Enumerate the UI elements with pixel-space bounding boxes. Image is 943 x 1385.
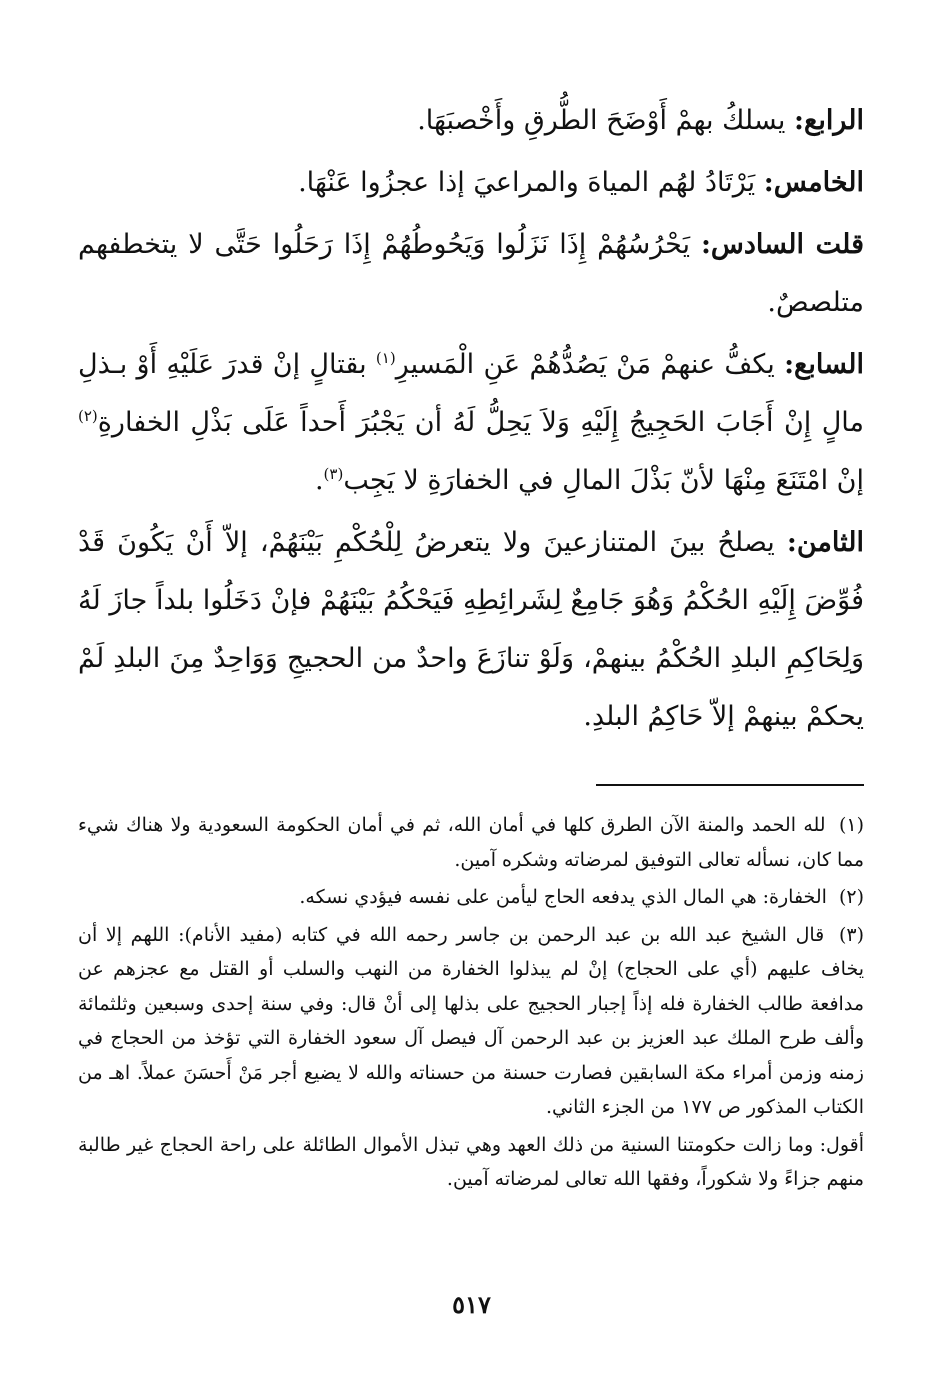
main-text: [78, 92, 864, 746]
paragraph-lead: قلت السادس:: [700, 229, 864, 260]
paragraph-fifth: [78, 154, 864, 212]
paragraph-lead: الخامس:: [763, 167, 864, 198]
paragraph-sixth: [78, 216, 864, 332]
footnote-comment: [78, 1128, 864, 1197]
footnotes: [78, 808, 864, 1197]
paragraph-body: يَرْتَادُ لهُم المياهَ والمراعيَ إذا عجزُوا عَنْهَا.: [298, 167, 756, 198]
paragraph-body-part: بقتالٍ إنْ قدرَ عَلَيْهِ أَوْ بـذلِ مالٍ إِنْ أَجَابَ الحَجِيجُ إِلَيْهِ وَلاَ يَحِلُّ لَهُ أن يَجْبُرَ أَحداً عَلَى بَذْلِ الخفارةِ: [78, 349, 864, 438]
paragraph-seventh: [78, 336, 864, 510]
footnote-text: الخفارة: هي المال الذي يدفعه الحاج ليأمن على نفسه فيؤدي نسكه.: [299, 886, 827, 908]
footnote-3: [78, 918, 864, 1125]
paragraph-body: يَحْرُسُهُمْ إِذَا نَزَلُوا وَيَحُوطُهُمْ إِذَا رَحَلُوا حَتَّى لا يتخطفهم متلصصٌ.: [78, 229, 864, 318]
footnote-text: لله الحمد والمنة الآن الطرق كلها في أمان الله، ثم في أمان الحكومة السعودية ولا هناك شيء مما كان، نسأله تعالى التوفيق لمرضاته وشكره آمين.: [78, 814, 864, 871]
footnote-text: أقول: وما زالت حكومتنا السنية من ذلك العهد وهي تبذل الأموال الطائلة على راحة الحجاج غير طالبة منهم جزاءً ولا شكوراً، وفقها الله تعالى لمرضاته آمين.: [78, 1133, 864, 1190]
footnote-number: (٢): [838, 886, 864, 908]
paragraph-body: يسلكُ بهمْ أَوْضَحَ الطُّرقِ وأَخْصبَهَا.: [417, 105, 786, 136]
book-page: [78, 92, 864, 1352]
paragraph-end-mark: .: [314, 465, 324, 496]
paragraph-body-part: يكفُّ عنهمْ مَنْ يَصُدُّهُمْ عَنِ الْمَسيرِ: [395, 349, 775, 380]
paragraph-lead: السابع:: [784, 349, 864, 380]
paragraph-eighth: [78, 514, 864, 746]
paragraph-body: يصلحُ بينَ المتنازعينَ ولا يتعرضُ لِلْحُكْمِ بَيْنَهُمْ، إلاّ أَنْ يَكُونَ قَدْ فُوِّضَ إِلَيْهِ الحُكْمُ وَهُوَ جَامِعٌ لِشَرائِطِهِ فَيَحْكُمُ بَيْنَهُمْ فإنْ دَخَلُوا بلداً جازَ لَهُ وَلِحَاكِمِ البلدِ الحُكْمُ بينهمْ، وَلَوْ تنازَعَ واحدٌ من الحجيجِ وَوَاحِدٌ مِنَ البلدِ لَمْ يحكمْ بينهمْ إلاّ حَاكِمُ البلدِ.: [78, 527, 864, 732]
footnote-1: [78, 808, 864, 877]
footnote-2: [78, 880, 864, 915]
page-number: ٥١٧: [452, 1290, 491, 1319]
footnote-separator: [596, 784, 864, 786]
paragraph-body-part: إنْ امْتَنَعَ مِنْهَا لأنّ بَذْلَ المالِ في الخفارَةِ لا يَجِب: [343, 465, 864, 496]
paragraph-lead: الرابع:: [794, 105, 864, 136]
footnote-text: قال الشيخ عبد الله بن عبد الرحمن بن جاسر رحمه الله في كتابه (مفيد الأنام): اللهم إلا أن يخاف عليهم (أي على الحجاج) إنْ لم يبذلوا الخفارة من النهب والسلب أو القتل مع عجزهم عن مدافعة طالب الخفارة فله إذاً إجبار الحجيج على بذلها إلى أنْ قال: وفي سنة إحدى وسبعين وثلثمائة وألف طرح الملك عبد العزيز بن عبد الرحمن آل فيصل آل سعود الخفارة التي تؤخذ من الحجاج في زمنه وزمن أمراء مكة السابقين فصارت حسنة من حسناته والله لا يضيع أجر مَنْ أَحسَنَ عملاً. اهـ من الكتاب المذكور ص ١٧٧ من الجزء الثاني.: [78, 923, 864, 1118]
footnote-number: (١): [838, 814, 864, 836]
footnote-ref-3[interactable]: (٣): [323, 465, 344, 483]
paragraph-fourth: [78, 92, 864, 150]
paragraph-lead: الثامن:: [786, 527, 864, 558]
footnote-ref-1[interactable]: (١): [375, 349, 396, 367]
footnote-ref-2[interactable]: (٢): [78, 407, 98, 425]
footnote-number: (٣): [838, 923, 864, 946]
